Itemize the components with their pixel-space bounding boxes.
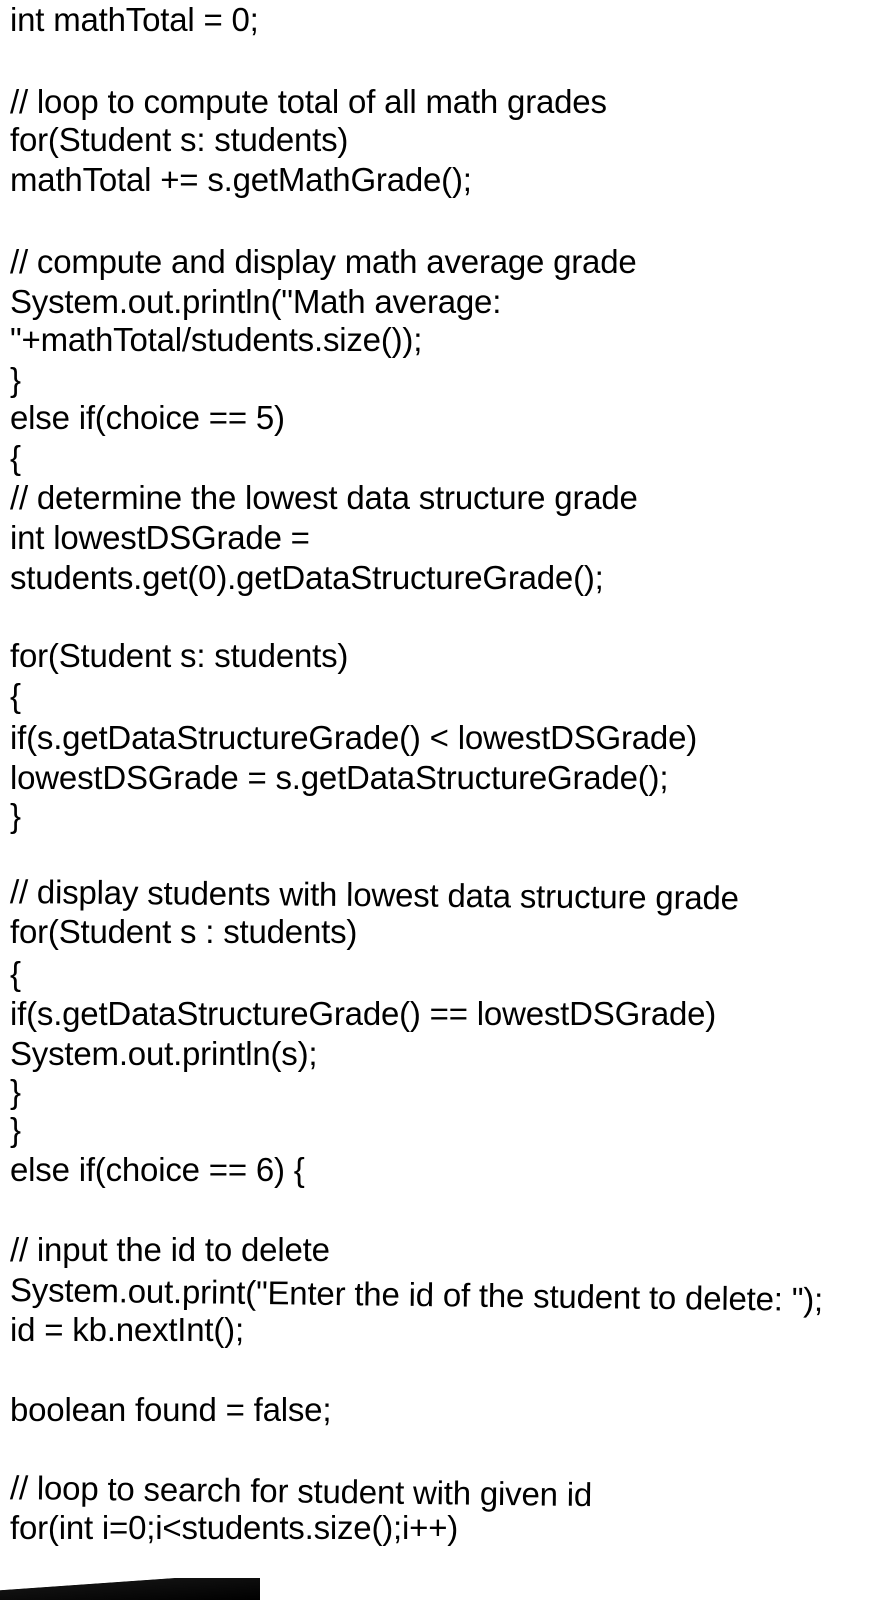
code-line: { — [10, 439, 21, 476]
code-line: for(int i=0;i<students.size();i++) — [10, 1509, 459, 1546]
code-line: students.get(0).getDataStructureGrade(); — [10, 559, 604, 596]
code-line: for(Student s: students) — [10, 637, 349, 674]
code-line: } — [10, 1111, 21, 1148]
code-line: for(Student s : students) — [10, 913, 358, 950]
code-line: // determine the lowest data structure grade — [10, 479, 638, 516]
code-line: boolean found = false; — [10, 1391, 332, 1428]
code-line: id = kb.nextInt(); — [10, 1311, 244, 1348]
code-line: if(s.getDataStructureGrade() < lowestDSGrade) — [10, 719, 698, 756]
code-line: "+mathTotal/students.size()); — [10, 321, 423, 358]
code-line: // loop to compute total of all math grades — [10, 83, 607, 120]
code-line: // compute and display math average grade — [10, 243, 637, 280]
code-line: // input the id to delete — [10, 1231, 330, 1268]
code-line: } — [10, 361, 21, 398]
code-line: else if(choice == 5) — [10, 399, 285, 436]
code-line: lowestDSGrade = s.getDataStructureGrade(); — [10, 759, 669, 796]
code-line: { — [10, 677, 21, 714]
code-line: } — [10, 1073, 21, 1110]
code-line: for(Student s: students) — [10, 121, 349, 158]
code-line: { — [10, 955, 21, 992]
code-line: System.out.print("Enter the id of the student to delete: "); — [9, 1271, 824, 1318]
code-line: else if(choice == 6) { — [10, 1151, 305, 1188]
code-line: mathTotal += s.getMathGrade(); — [10, 161, 472, 198]
code-line: // loop to search for student with given id — [9, 1469, 593, 1514]
code-line: System.out.println(s); — [10, 1035, 318, 1072]
paper-edge-shadow — [0, 1578, 260, 1600]
code-line: } — [10, 797, 21, 834]
code-line: int mathTotal = 0; — [10, 1, 259, 38]
code-line: // display students with lowest data structure grade — [9, 873, 739, 917]
code-line: if(s.getDataStructureGrade() == lowestDSGrade) — [10, 995, 717, 1032]
code-line: int lowestDSGrade = — [10, 519, 310, 556]
code-line: System.out.println("Math average: — [10, 283, 502, 320]
